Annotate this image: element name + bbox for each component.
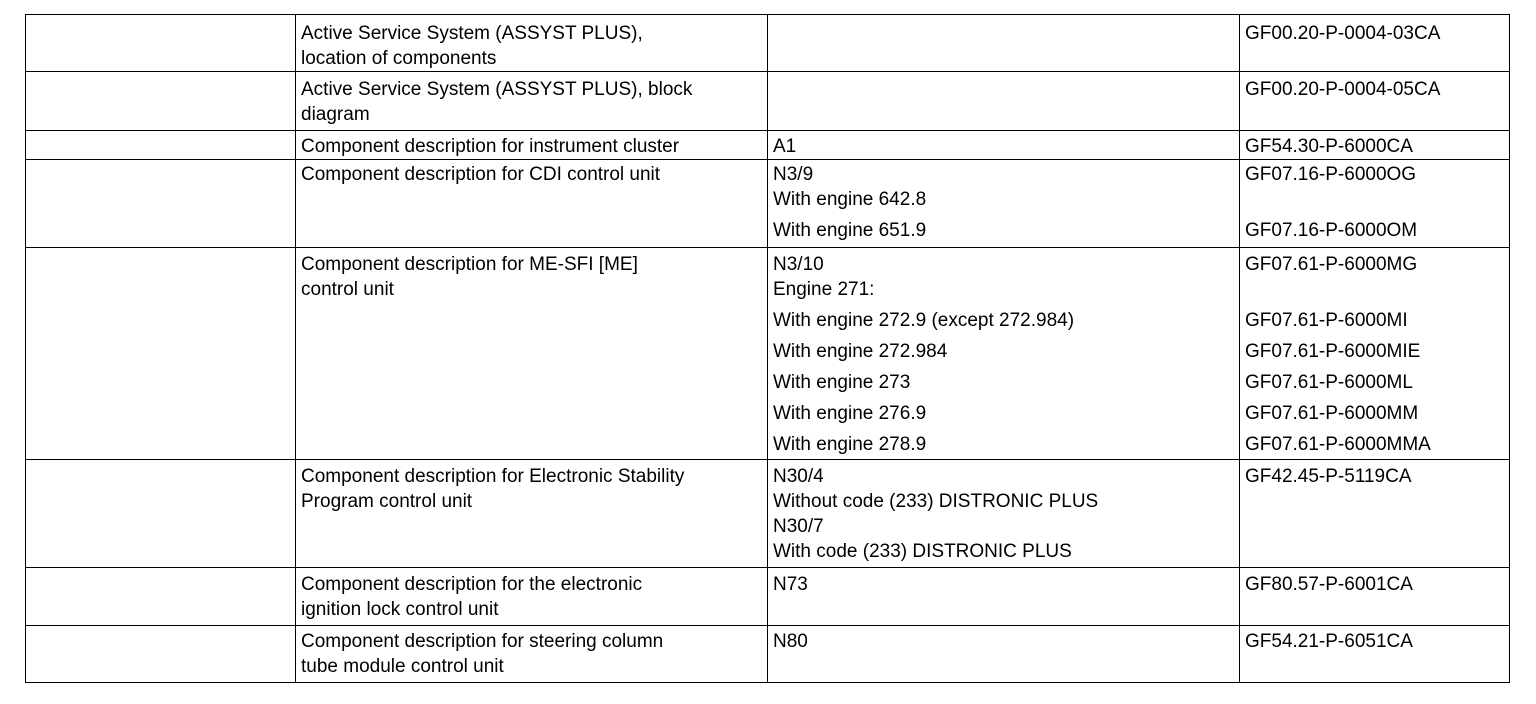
description-line: location of components [301,48,497,69]
component-condition: With engine 276.9 [773,403,927,424]
description-line: Component description for the electronic [301,574,643,595]
component-cell [768,460,1240,568]
table-row [26,131,1510,160]
doc-cell [1240,131,1510,160]
component-id: N30/4 [773,466,824,487]
component-condition: With engine 273 [773,372,911,393]
component-condition: Without code (233) DISTRONIC PLUS [773,491,1099,512]
doc-id: GF00.20-P-0004-05CA [1245,79,1441,100]
empty-cell [26,131,296,160]
empty-cell [26,248,296,460]
description-cell [296,568,768,626]
doc-id: GF00.20-P-0004-03CA [1245,23,1441,44]
table-row [26,15,1510,72]
empty-cell [26,160,296,248]
description-line: diagram [301,104,370,125]
doc-cell [1240,626,1510,683]
description-line: Component description for ME-SFI [ME] [301,254,638,275]
description-line: control unit [301,279,394,300]
table-row [26,160,1510,248]
component-id: A1 [773,136,797,157]
component-cell [768,160,1240,248]
description-line: tube module control unit [301,656,504,677]
empty-cell [26,460,296,568]
doc-id: GF07.61-P-6000MI [1245,310,1408,331]
component-condition: With engine 272.9 (except 272.984) [773,310,1075,331]
doc-cell [1240,248,1510,460]
component-cell [768,626,1240,683]
description-line: Component description for steering column [301,631,664,652]
description-cell [296,72,768,131]
component-cell [768,72,1240,131]
table-row [26,248,1510,460]
empty-cell [26,568,296,626]
component-id: N30/7 [773,516,824,537]
doc-id: GF80.57-P-6001CA [1245,574,1413,595]
description-line: Active Service System (ASSYST PLUS), block [301,79,693,100]
description-line: Component description for Electronic Stability [301,466,685,487]
description-cell [296,460,768,568]
component-cell [768,15,1240,72]
component-condition: With code (233) DISTRONIC PLUS [773,541,1072,562]
document-reference-table [25,14,1510,683]
doc-id: GF54.21-P-6051CA [1245,631,1413,652]
table-row [26,626,1510,683]
doc-id: GF54.30-P-6000CA [1245,136,1413,157]
description-line: Component description for instrument cluster [301,136,680,157]
description-line: Active Service System (ASSYST PLUS), [301,23,643,44]
component-condition: With engine 272.984 [773,341,948,362]
doc-id: GF42.45-P-5119CA [1245,466,1412,487]
component-condition: With engine 642.8 [773,189,927,210]
component-cell [768,131,1240,160]
component-cell [768,568,1240,626]
doc-id: GF07.61-P-6000MM [1245,403,1419,424]
empty-cell [26,72,296,131]
description-line: ignition lock control unit [301,599,499,620]
description-cell [296,15,768,72]
table-row [26,72,1510,131]
description-line: Program control unit [301,491,473,512]
component-cell [768,248,1240,460]
table-row [26,460,1510,568]
component-condition: With engine 651.9 [773,220,927,241]
empty-cell [26,15,296,72]
doc-id: GF07.61-P-6000MG [1245,254,1418,275]
description-cell [296,131,768,160]
doc-id: GF07.16-P-6000OG [1245,164,1417,185]
component-id: N73 [773,574,808,595]
doc-id: GF07.16-P-6000OM [1245,220,1418,241]
doc-id: GF07.61-P-6000ML [1245,372,1413,393]
component-id: N3/9 [773,164,814,185]
doc-cell [1240,160,1510,248]
component-condition: With engine 278.9 [773,434,927,455]
empty-cell [26,626,296,683]
doc-id: GF07.61-P-6000MIE [1245,341,1421,362]
description-cell [296,248,768,460]
component-id: N3/10 [773,254,824,275]
doc-cell [1240,72,1510,131]
description-cell [296,626,768,683]
component-condition: Engine 271: [773,279,875,300]
table-row [26,568,1510,626]
doc-cell [1240,460,1510,568]
doc-id: GF07.61-P-6000MMA [1245,434,1431,455]
component-id: N80 [773,631,808,652]
description-cell [296,160,768,248]
description-line: Component description for CDI control unit [301,164,661,185]
doc-cell [1240,568,1510,626]
doc-cell [1240,15,1510,72]
